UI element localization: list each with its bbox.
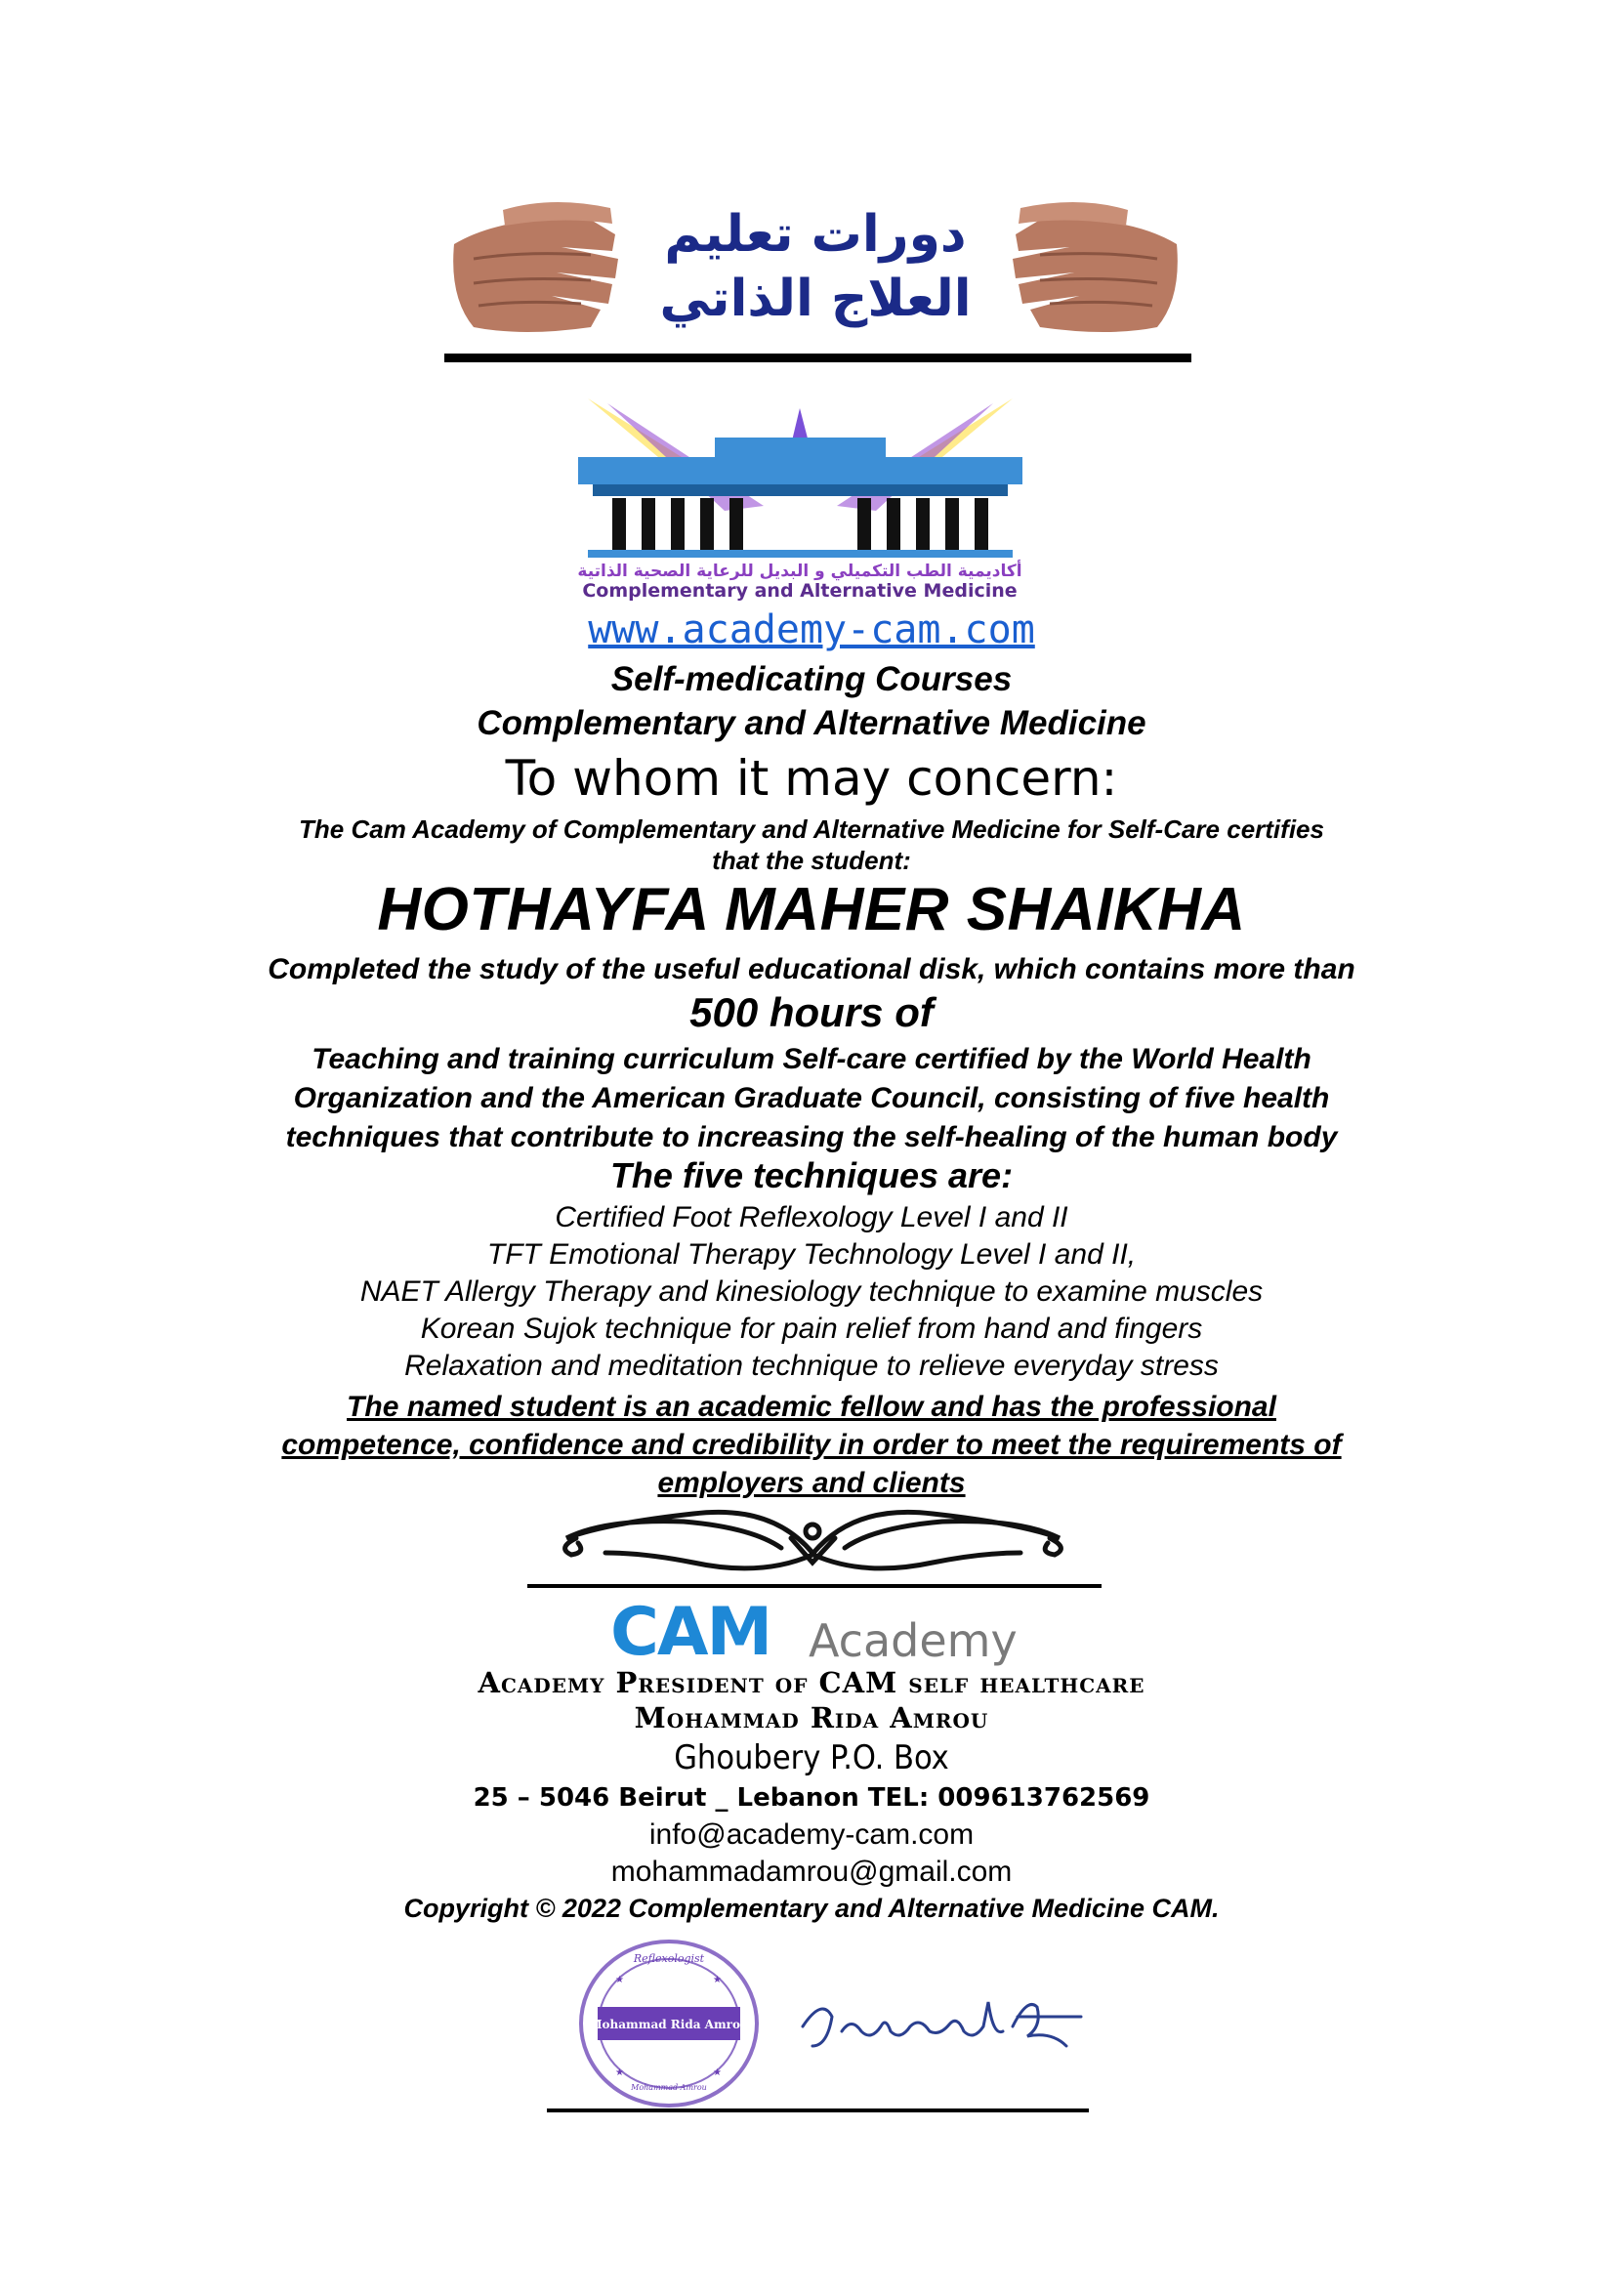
right-hand-image	[1013, 202, 1178, 332]
technique-item: TFT Emotional Therapy Technology Level I and II,	[486, 1238, 1137, 1271]
techniques-heading: The five techniques are:	[609, 1155, 1014, 1195]
fellow-line3: employers and clients	[657, 1467, 966, 1499]
curriculum-line3: techniques that contribute to increasing the self-healing of the human body	[285, 1121, 1338, 1153]
cam-logo-main: CAM	[610, 1598, 771, 1666]
email-personal: mohammadamrou@gmail.com	[610, 1856, 1013, 1888]
fellow-statement	[0, 1388, 1623, 1502]
curriculum-line1: Teaching and training curriculum Self-care certified by the World Health	[312, 1043, 1311, 1075]
svg-text:★: ★	[713, 1975, 722, 1985]
curriculum-line2: Organization and the American Graduate Council, consisting of five health	[293, 1082, 1330, 1114]
subtitle-line1: Self-medicating Courses	[610, 660, 1013, 698]
official-stamp	[576, 1939, 762, 2109]
stamp-bottom-script: Mohammad Amrou	[631, 2083, 707, 2092]
certifies-line1: The Cam Academy of Complementary and Alternative Medicine for Self-Care certifies	[299, 814, 1324, 844]
stamp-ring-text: Reflexologist	[633, 1952, 705, 1965]
header-banner	[444, 190, 1186, 352]
footer-divider	[527, 1584, 1102, 1588]
copyright: Copyright © 2022 Complementary and Alternative Medicine CAM.	[403, 1894, 1220, 1923]
student-name: HOTHAYFA MAHER SHAIKHA	[377, 876, 1246, 943]
greeting: To whom it may concern:	[505, 750, 1118, 807]
svg-text:★: ★	[713, 2067, 722, 2078]
president-title: Academy President of CAM self healthcare	[478, 1666, 1145, 1699]
signature-line	[547, 2108, 1089, 2112]
logo-arabic-caption: أكاديمية الطب التكميلي و البديل للرعاية الصحية الذاتية	[577, 562, 1022, 581]
banner-divider	[444, 354, 1191, 362]
cam-logo-sub: Academy	[809, 1614, 1018, 1666]
subtitle-line2: Complementary and Alternative Medicine	[477, 704, 1146, 742]
completed-text: Completed the study of the useful educational disk, which contains more than	[268, 953, 1355, 985]
technique-item: Certified Foot Reflexology Level I and II	[555, 1201, 1068, 1233]
technique-item: Korean Sujok technique for pain relief from hand and fingers	[420, 1313, 1203, 1345]
cam-academy-logo	[610, 1598, 1030, 1666]
fellow-line2: competence, confidence and credibility in order to meet the requirements of	[281, 1429, 1342, 1461]
address: 25 – 5046 Beirut _ Lebanon TEL: 009613762569	[473, 1783, 1150, 1813]
logo-english-caption: Complementary and Alternative Medicine	[582, 580, 1018, 602]
banner-arabic-line1: دورات تعليم	[664, 205, 967, 264]
left-hand-image	[453, 202, 618, 332]
svg-text:★: ★	[615, 2067, 624, 2078]
website-link[interactable]: www.academy-cam.com	[588, 607, 1035, 652]
fellow-line1: The named student is an academic fellow and has the professional	[347, 1391, 1276, 1423]
technique-item: NAET Allergy Therapy and kinesiology technique to examine muscles	[359, 1275, 1264, 1308]
svg-text:★: ★	[615, 1975, 624, 1985]
pobox: Ghoubery P.O. Box	[674, 1738, 949, 1777]
banner-arabic-line2: العلاج الذاتي	[659, 270, 972, 328]
stamp-name: Mohammad Rida Amrou	[589, 2018, 749, 2031]
email-info: info@academy-cam.com	[648, 1818, 975, 1851]
president-name: Mohammad Rida Amrou	[634, 1701, 989, 1734]
certifies-text	[0, 814, 1623, 876]
curriculum-text	[0, 1040, 1623, 1157]
signature	[793, 1987, 1091, 2061]
ornament-divider	[547, 1494, 1079, 1577]
academy-logo	[568, 389, 1032, 604]
hours-text: 500 hours of	[689, 989, 934, 1035]
technique-item: Relaxation and meditation technique to relieve everyday stress	[404, 1350, 1219, 1382]
certifies-line2: that the student:	[712, 846, 911, 875]
